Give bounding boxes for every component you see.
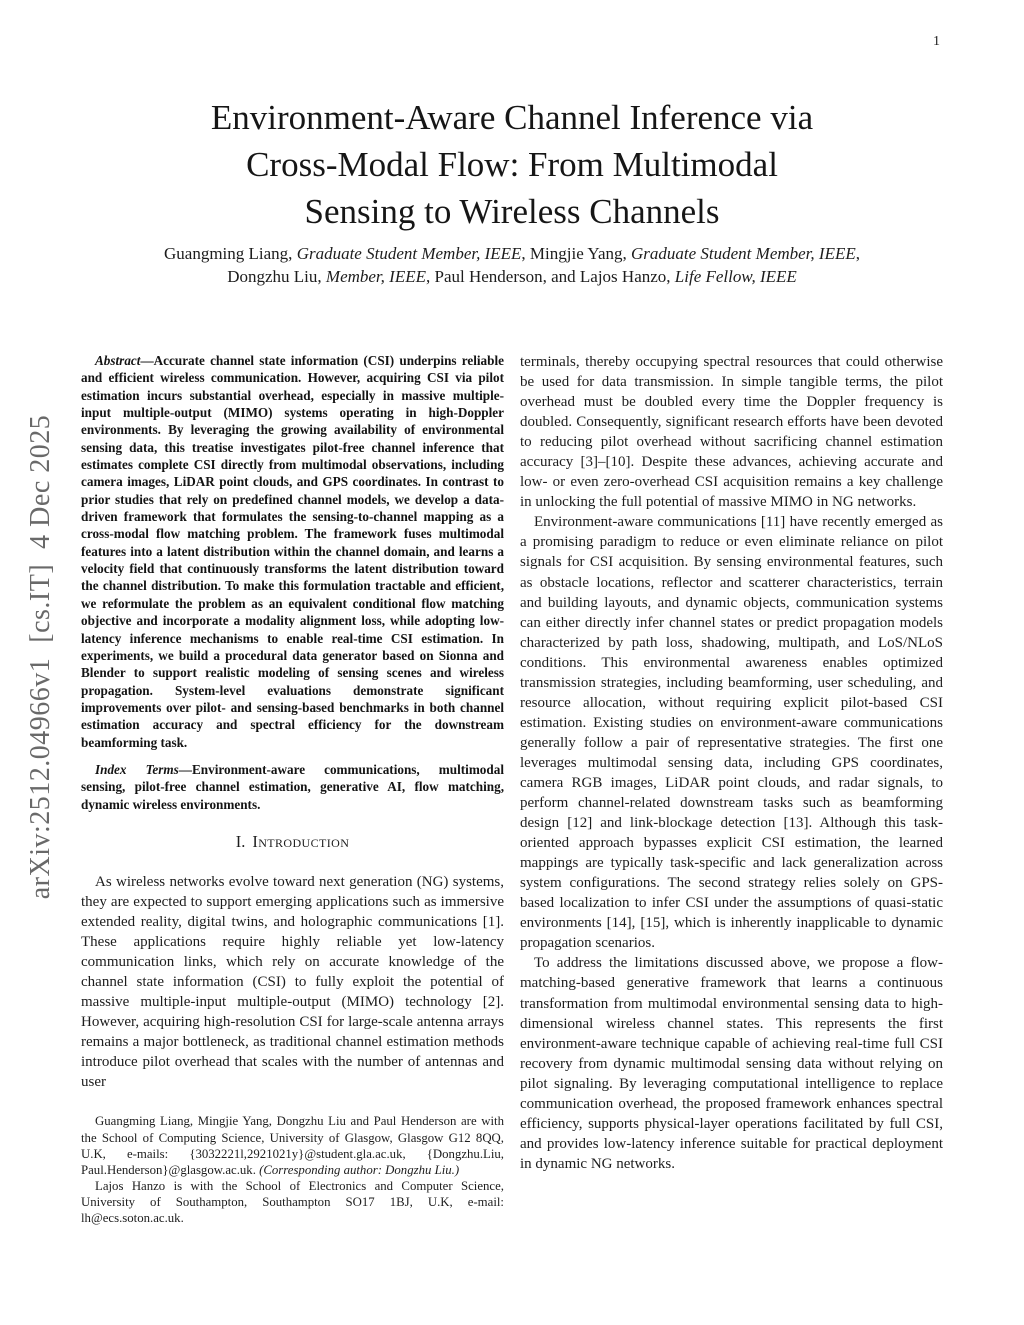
author-membership: Member, IEEE xyxy=(325,267,426,286)
environment-aware-paragraph: Environment-aware communications [11] have recently emerged as a promising paradigm to reduce or even eliminate reliance on pilot signals for CSI acquisition. By sensing environmental features, such as obstacle locations, reflector and scatterer characteristics, terrain and building layouts, and dynamic objects, communication systems can either directly infer channel states or predict propagation models characterized by path loss, shadowing, multipath, and LoS/NLoS conditions. This environmental awareness enables optimized transmission strategies, including beamforming, user scheduling, and resource allocation, without requiring explicit pilot-based CSI estimation. Existing studies on environment-aware communications generally follow a pair of representative strategies. The first one leverages multimodal sensing data, including GPS coordinates, camera RGB images, LiDAR point clouds, and radar signals, to perform channel-related downstream tasks such as beamforming design [12] and link-blockage detection [13]. Although this task-oriented approach bypasses explicit CSI estimation, the learned mappings are typically task-specific and lack generalization across system configurations. The second strategy relies solely on GPS-based localization to infer CSI under the assumptions of quasi-static environments [14], [15], which is inherently inapplicable to dynamic propagation scenarios. xyxy=(520,514,943,952)
author-membership: Graduate Student Member, IEEE xyxy=(296,244,522,263)
author-membership: Life Fellow, IEEE xyxy=(674,267,797,286)
author-membership: Graduate Student Member, IEEE xyxy=(631,244,856,263)
index-terms-paragraph xyxy=(81,761,504,813)
footnote-affiliation-glasgow xyxy=(81,1113,504,1177)
author-line-1 xyxy=(0,242,1024,265)
abstract-text: —Accurate channel state information (CSI) underpins reliable and efficient wireless communication. However, acquiring CSI via pilot estimation incurs substantial overhead, especially in massive multiple-input multiple-output (MIMO) systems operating in high-Doppler environments. By leveraging the growing availability of environmental sensing data, this treatise investigates pilot-free channel inference that estimates complete CSI directly from multimodal observations, including camera images, LiDAR point clouds, and GPS coordinates. In contrast to prior studies that rely on predefined channel models, we develop a data-driven framework that formulates the sensing-to-channel mapping as a cross-modal flow matching problem. The framework fuses multimodal features into a latent distribution within the channel domain, and learns a velocity field that continuously transforms the latent distribution toward the channel distribution. To make this formulation tractable and efficient, we reformulate the problem as an equivalent conditional flow matching objective and incorporate a modality alignment loss, while adopting low-latency inference mechanisms to enable real-time CSI estimation. In experiments, we build a procedural data generator based on Sionna and Blender to support realistic modeling of sensing scenes and wireless propagation. System-level evaluations demonstrate significant improvements over pilot- and sensing-based benchmarks in both channel estimation accuracy and spectral efficiency for the downstream beamforming task. xyxy=(81,353,504,750)
abstract-paragraph xyxy=(81,352,504,751)
author-list xyxy=(0,242,1024,288)
author-separator: , xyxy=(855,244,860,263)
intro-paragraph-left: As wireless networks evolve toward next generation (NG) systems, they are expected to support emerging applications such as immersive extended reality, digital twins, and holographic communications [1]. These applications require highly reliable yet low-latency communication links, which rely on accurate knowledge of the channel state information (CSI) to fully exploit the potential of massive multiple-input multiple-output (MIMO) technology [2]. However, acquiring high-resolution CSI for large-scale antenna arrays remains a major bottleneck, as traditional channel estimation methods introduce pilot overhead that scales with the number of antennas and user xyxy=(81,873,504,1091)
footnote-affiliation-southampton: Lajos Hanzo is with the School of Electronics and Computer Science, University of Southampton, Southampton SO17 1BJ, U.K, e-mail: lh@ecs.soton.ac.uk. xyxy=(81,1178,504,1226)
footnote-block xyxy=(81,1113,504,1226)
intro-paragraph-continuation: terminals, thereby occupying spectral resources that could otherwise be used for data transmission. In simple tangible terms, the pilot overhead must be doubled every time the Doppler frequency is doubled. Consequently, significant research efforts have been devoted to reducing pilot overhead without sacrificing channel estimation accuracy [3]–[10]. Despite these advances, achieving accurate and low- or even zero-overhead CSI acquisition remains a key challenge in unlocking the full potential of massive MIMO in NG networks. xyxy=(520,354,943,511)
left-column xyxy=(81,352,504,1226)
arxiv-watermark: arXiv:2512.04966v1 [cs.IT] 4 Dec 2025 xyxy=(25,414,56,900)
section-title: Introduction xyxy=(252,831,350,851)
paper-title xyxy=(0,94,1024,235)
author-name: , Mingjie Yang, xyxy=(521,244,631,263)
paper-title-line1: Environment-Aware Channel Inference via xyxy=(210,98,814,137)
footnote-text: Guangming Liang, Mingjie Yang, Dongzhu Liu and Paul Henderson are with the School of Computing Science, University of Glasgow, Glasgow G12 8QQ, U.K, e-mails: {3032221l,2921021y}@student.gla.ac.uk, {Dongzhu.Liu, Paul.Henderson}@glasgow.ac.uk. xyxy=(81,1114,504,1177)
right-column xyxy=(520,352,943,1226)
paper-title-line2: Cross-Modal Flow: From Multimodal xyxy=(246,145,778,184)
author-name: Guangming Liang, xyxy=(164,244,297,263)
section-heading-introduction xyxy=(81,831,504,853)
index-terms-label: Index Terms xyxy=(95,761,179,777)
index-terms-text: —Environment-aware communications, multimodal sensing, pilot-free channel estimation, generative AI, flow matching, dynamic wireless environments. xyxy=(81,761,504,812)
corresponding-author-note: (Corresponding author: Dongzhu Liu.) xyxy=(259,1162,460,1177)
author-name: Dongzhu Liu, xyxy=(227,267,326,286)
page-number: 1 xyxy=(933,34,940,49)
author-line-2 xyxy=(0,265,1024,288)
author-name: , Paul Henderson, and Lajos Hanzo, xyxy=(425,267,675,286)
section-number: I. xyxy=(235,831,246,851)
two-column-body xyxy=(81,352,943,1226)
proposed-framework-paragraph: To address the limitations discussed above, we propose a flow-matching-based generative framework that learns a continuous transformation from multimodal environmental sensing data to high-dimensional wireless channel states. This represents the first environment-aware technique capable of achieving real-time full CSI recovery from dynamic multimodal sensing data without relying on pilot signaling. By leveraging computational intelligence to replace communication overhead, the proposed framework enhances spectral efficiency, supports physical-layer operations facilitated by full CSI, and provides low-latency inference suitable for practical deployment in dynamic NG networks. xyxy=(520,955,943,1172)
abstract-label: Abstract xyxy=(95,353,141,368)
paper-title-line3: Sensing to Wireless Channels xyxy=(304,192,720,231)
